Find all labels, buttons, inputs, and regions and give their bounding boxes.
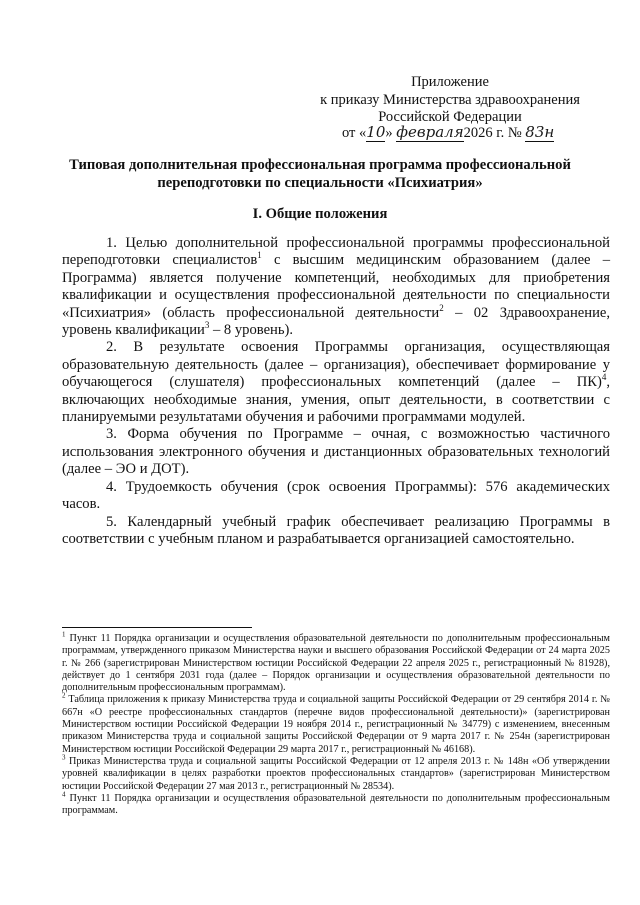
footnote-2 [62, 694, 610, 755]
paragraph-1-text-c: – 02 Здравоохранение, уровень квалификации [62, 304, 610, 339]
paragraph-2-text-b: , включающих необходимые знания, умения, опыт деятельности, в соответствии с планируемыми результатами обучения и рабочими программами модулей. [62, 374, 610, 426]
appendix-order-ministry: к приказу Министерства здравоохранения [320, 91, 580, 108]
footnote-3 [62, 753, 610, 793]
paragraph-4: 4. Трудоемкость обучения (срок освоения Программы): 576 академических часов. [62, 478, 610, 513]
footnote-ref-1: 1 [257, 250, 262, 261]
footnote-1-text: Пункт 11 Порядка организации и осуществления образовательной деятельности по дополнительным профессиональным программам, утвержденного приказом Министерства науки и высшего образования Российской Федерации от 24 марта 2025 г. № 266 (зарегистрирован Министерством юстиции Российской Федерации 22 апреля 2025 г., регистрационный № 81928), действует до 1 сентября 2031 года (далее – Порядок организации и осуществления образовательной деятельности по дополнительным профессиональным программам). [62, 633, 610, 694]
order-number-handwritten: 83н [525, 123, 555, 141]
paragraph-1-text-d: – 8 уровень). [209, 322, 294, 339]
footnote-ref-2: 2 [439, 302, 444, 313]
document-body [62, 235, 610, 548]
appendix-label: Приложение [411, 74, 489, 90]
paragraph-1-text-b: с высшим медицинским образованием (далее – Программа) является получение компетенций, необходимых для приобретения квалификации и осуществления профессиональной деятельности по специальности «Психиатрия» (область профессиональной деятельности [62, 252, 610, 321]
footnote-1 [62, 630, 610, 694]
footnote-2-text: Таблица приложения к приказу Министерства труда и социальной защиты Российской Федерации от 29 сентября 2014 г. № 667н «О реестре профессиональных стандартов (перечне видов профессиональной деятельности)» (зарегистрирован Министерством юстиции Российской Федерации 19 ноября 2014 г., регистрационный № 34779) с изменением, внесенным приказом Министерства труда и социальной защиты Российской Федерации от 9 марта 2017 г. № 254н (зарегистрирован Министерством юстиции Российской Федерации 29 марта 2017 г., регистрационный № 46168). [62, 694, 610, 755]
order-year: 2026 г. № [463, 125, 522, 141]
order-prefix: от « [342, 125, 367, 141]
footnote-mark-4: 4 [62, 790, 66, 799]
footnote-mark-2: 2 [62, 692, 66, 701]
appendix-country: Российской Федерации [378, 109, 522, 125]
appendix-header [300, 74, 600, 127]
footnote-separator [62, 627, 252, 628]
paragraph-3: 3. Форма обучения по Программе – очная, с возможностью частичного использования электронного обучения и дистанционных образовательных технологий (далее – ЭО и ДОТ). [62, 426, 610, 478]
paragraph-1 [62, 235, 610, 339]
footnote-ref-4: 4 [601, 372, 607, 383]
paragraph-2 [62, 339, 610, 426]
footnote-4-text: Пункт 11 Порядка организации и осуществления образовательной деятельности по дополнительным профессиональным программам. [62, 792, 610, 817]
footnote-mark-1: 1 [62, 630, 66, 639]
document-title: Типовая дополнительная профессиональная программа профессиональной переподготовки по специальности «Психиатрия» [69, 157, 571, 191]
paragraph-5: 5. Календарный учебный график обеспечивает реализацию Программы в соответствии с учебным планом и разрабатывается организацией самостоятельно. [62, 513, 610, 547]
order-day-handwritten: 10 [366, 123, 386, 141]
footnotes [62, 630, 610, 817]
footnote-mark-3: 3 [62, 753, 66, 762]
order-date-number: от «10» февраля2026 г. № 83н [342, 123, 555, 141]
footnote-4 [62, 790, 610, 818]
section-heading: I. Общие положения [252, 206, 388, 222]
footnote-ref-3: 3 [204, 320, 210, 331]
order-month-handwritten: февраля [396, 123, 464, 141]
footnote-3-text: Приказ Министерства труда и социальной защиты Российской Федерации от 12 апреля 2013 г. № 148н «Об утверждении уровней квалификации в целях разработки проектов профессиональных стандартов» (зарегистрирован Министерством юстиции Российской Федерации 27 мая 2013 г., регистрационный № 28534). [62, 755, 610, 792]
paragraph-1-text-a: 1. Целью дополнительной профессиональной программы профессиональной переподготовки специалистов [62, 235, 610, 269]
paragraph-2-text-a: 2. В результате освоения Программы организация, осуществляющая образовательную деятельность (далее – организация), обеспечивает формирование у обучающегося (слушателя) профессиональных компетенций (далее – ПК) [62, 339, 610, 391]
